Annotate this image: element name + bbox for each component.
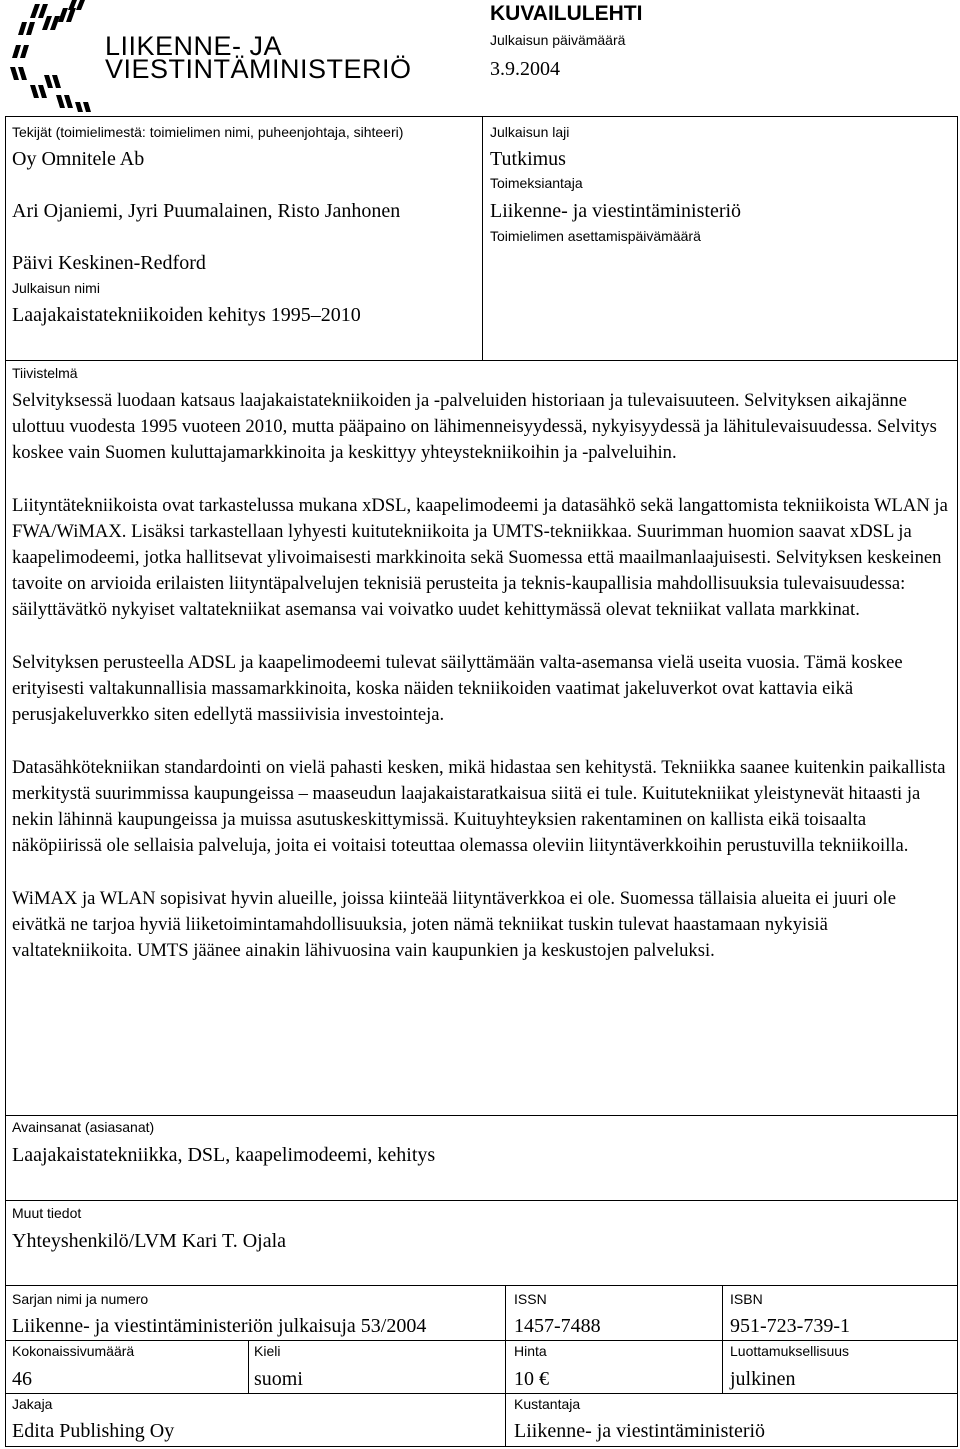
summary-label: Tiivistelmä xyxy=(12,365,78,381)
divider xyxy=(5,1340,958,1341)
publication-title: Laajakaistatekniikoiden kehitys 1995–2010 xyxy=(12,304,361,326)
page-count-label: Kokonaissivumäärä xyxy=(12,1343,135,1359)
organization-name: Oy Omnitele Ab xyxy=(12,148,145,170)
divider xyxy=(5,1393,958,1394)
series-label: Sarjan nimi ja numero xyxy=(12,1291,149,1307)
pub-date-label: Julkaisun päivämäärä xyxy=(490,32,626,48)
ministry-logo xyxy=(8,0,483,112)
title-label: Julkaisun nimi xyxy=(12,280,100,296)
summary-paragraph: Selvityksessä luodaan katsaus laajakaistatekniikoiden ja -palveluiden historiaan ja tulevaisuuteen. Selvityksen aikajänne ulottuu vuodesta 1995 vuoteen 2010, mutta pääpaino on lähimenneisyydessä, nykyisyydessä ja lähitulevaisuudessa. Selvitys koskee vain Suomen kuluttajamarkkinoita ja keskittyy yhteystekniikoihin ja -palveluihin. xyxy=(12,390,937,463)
publication-type-value: Tutkimus xyxy=(490,148,566,170)
divider xyxy=(5,1285,958,1286)
price-label: Hinta xyxy=(514,1343,547,1359)
issn-value: 1457-7488 xyxy=(514,1315,601,1337)
confidentiality-value: julkinen xyxy=(730,1368,796,1390)
date-set-label: Toimielimen asettamispäivämäärä xyxy=(490,228,701,244)
document-type-title: KUVAILULEHTI xyxy=(490,2,643,25)
authors-line-1: Ari Ojaniemi, Jyri Puumalainen, Risto Janhonen xyxy=(12,200,401,222)
page-count-value: 46 xyxy=(12,1368,32,1390)
summary-paragraph: Datasähkötekniikan standardointi on vielä pahasti kesken, mikä hidastaa sen kehitystä. Tekniikka saanee kuitenkin paikallista merkitystä suurimmissa kaupungeissa – maaseudun laajakaistaratkaisua siitä ei tule. Kuitutekniikat yleistynevät hitaasti ja nekin lähinnä kaupungeissa ja muissa asutuskeskittymissä. Kuituyhteyksien rakentaminen on kallista eikä toisaalta näköpiirissä ole sellaisia palveluja, joita ei voitaisi toteuttaa olemassa oleviin liityntäverkkoihin perustuvilla tekniikoilla. xyxy=(12,757,946,856)
divider xyxy=(957,116,958,1447)
issn-label: ISSN xyxy=(514,1291,547,1307)
other-info-label: Muut tiedot xyxy=(12,1205,82,1221)
logo-line-1: LIIKENNE- JA xyxy=(105,31,283,61)
summary-paragraph: Liityntätekniikoista ovat tarkastelussa mukana xDSL, kaapelimodeemi ja datasähkö sekä langattomista tekniikoista WLAN ja FWA/WiMAX. Lisäksi tarkastellaan lyhyesti kuitutekniikoita ja UMTS-tekniikkaa. Suurimman huomion saavat xDSL ja kaapelimodeemi, jotka hallitsevat ylivoimaisesti markkinoita sekä Suomessa että maailmanlaajuisesti. Selvityksen keskeinen tavoite on arvioida erilaisten liityntäpalvelujen teknisiä perusteita ja teknis-kaupallisia mahdollisuuksia tulevaisuudessa: säilyttävätkö nykyiset valtatekniikat asemansa vai voivatko uudet kehittymässä olevat tekniikat vallata markkinat. xyxy=(12,495,948,620)
divider xyxy=(5,1115,958,1116)
publisher-value: Liikenne- ja viestintäministeriö xyxy=(514,1420,766,1442)
pub-date-value: 3.9.2004 xyxy=(490,58,560,80)
logo-line-2: VIESTINTÄMINISTERIÖ xyxy=(105,54,412,84)
divider xyxy=(248,1340,249,1393)
distributor-value: Edita Publishing Oy xyxy=(12,1420,175,1442)
confidentiality-label: Luottamuksellisuus xyxy=(730,1343,850,1359)
language-value: suomi xyxy=(254,1368,303,1390)
summary-paragraph: WiMAX ja WLAN sopisivat hyvin alueille, joissa kiinteää liityntäverkkoa ei ole. Suomessa tällaisia alueita ei juuri ole eivätkä ne tarjoa hyviä liiketoimintamahdollisuuksia, joten nämä tekniikat tuskin tulevat haastamaan nykyisiä valtatekniikoita. UMTS jäänee ainakin lähivuosina vain kaupunkien ja keskustojen palveluksi. xyxy=(12,888,896,961)
isbn-value: 951-723-739-1 xyxy=(730,1315,850,1337)
commissioner-label: Toimeksiantaja xyxy=(490,175,583,191)
divider xyxy=(722,1285,723,1393)
divider xyxy=(5,1446,958,1447)
authors-label: Tekijät (toimielimestä: toimielimen nimi, puheenjohtaja, sihteeri) xyxy=(12,124,404,140)
summary-text xyxy=(12,388,950,991)
divider xyxy=(482,116,483,360)
language-label: Kieli xyxy=(254,1343,281,1359)
series-value: Liikenne- ja viestintäministeriön julkaisuja 53/2004 xyxy=(12,1315,427,1337)
publisher-label: Kustantaja xyxy=(514,1396,581,1412)
divider xyxy=(5,1200,958,1201)
commissioner-value: Liikenne- ja viestintäministeriö xyxy=(490,200,742,222)
divider xyxy=(5,116,6,1447)
other-info-value: Yhteyshenkilö/LVM Kari T. Ojala xyxy=(12,1230,287,1252)
price-value: 10 € xyxy=(514,1368,549,1390)
divider xyxy=(5,360,958,361)
keywords-label: Avainsanat (asiasanat) xyxy=(12,1119,155,1135)
summary-paragraph: Selvityksen perusteella ADSL ja kaapelimodeemi tulevat säilyttämään valta-asemansa vielä useita vuosia. Tämä koskee erityisesti valtakunnallisia massamarkkinoita, koska näiden tekniikoiden vaatimat jakeluverkot ovat kattavia eikä perusjakeluverkko siten edellytä massiivisia investointeja. xyxy=(12,652,903,725)
isbn-label: ISBN xyxy=(730,1291,763,1307)
keywords-value: Laajakaistatekniikka, DSL, kaapelimodeemi, kehitys xyxy=(12,1144,436,1166)
publication-type-label: Julkaisun laji xyxy=(490,124,570,140)
divider xyxy=(505,1285,506,1446)
ministry-emblem-icon xyxy=(8,0,104,112)
distributor-label: Jakaja xyxy=(12,1396,53,1412)
authors-line-2: Päivi Keskinen-Redford xyxy=(12,252,206,274)
